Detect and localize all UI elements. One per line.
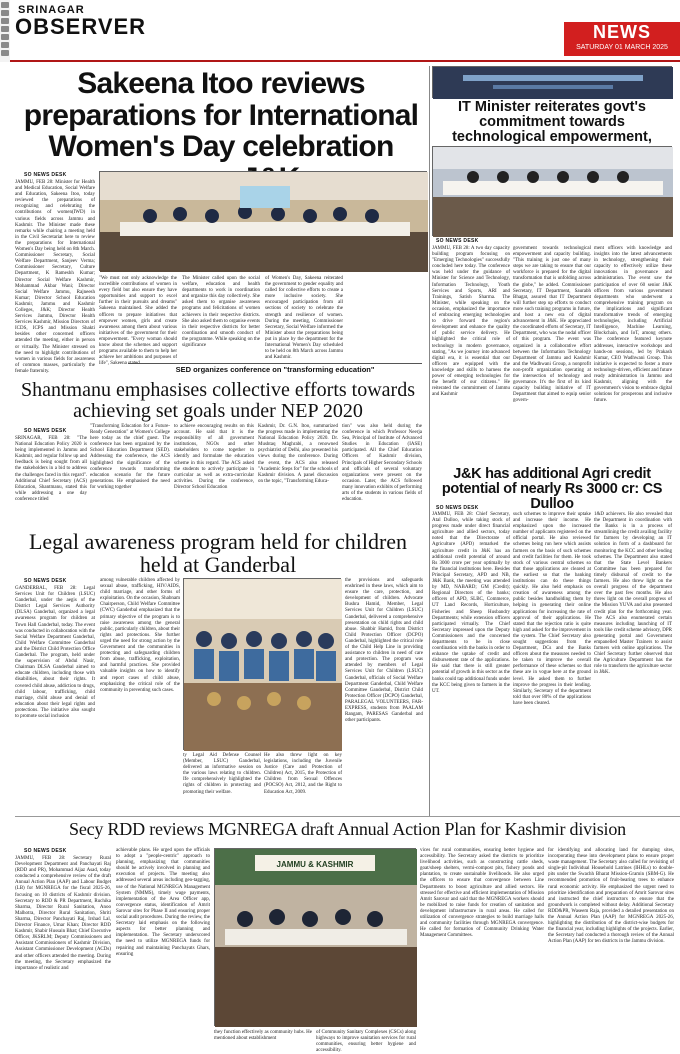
photo-legal-children: [183, 578, 341, 750]
article-legal-col5: the provisions and safeguards enshrined in these laws, which aim to ensure the care, protection, and development of children. Advocate Bushra Hamid, Member, Legal Services Unit for Children (LSUC) Ganderbal, delivered a comprehensive presentation on child rights and child abuse. Shabbir Hamid, from District Child Protection Officer (DCPO) Ganderbal, highlighted the critical role of the Child Help Line in providing assistance to children in need of care and protection. The program was attended by members of Legal Services Unit for Children (LSUC) Ganderbal, officials of Social Welfare Department Ganderbal, Child Welfare Committee Ganderbal, District Child Protection Officer (DCPO) Ganderbal, PARALEGAL VOLUNTEERS, FAR-EXPRESS, students from PAALAM Rangam, PARESAS Ganderbal and other participants.: [345, 578, 423, 724]
column-divider: [429, 66, 430, 816]
section-label: NEWS: [593, 22, 651, 42]
article-legal-col3: ty Legal Aid Defense Counsel (Member, LSUC) Ganderbal, delivered an informative session on the various laws relating to children. Ife comprehensively highlighted the rights of children in protecting and promoting their welfare.: [183, 753, 261, 795]
headline-jk-agri: J&K has additional Agri credit potential of nearly Rs 3000 cr: CS Dulloo: [441, 466, 663, 513]
it-banner-image: [433, 67, 673, 99]
byline-it: SO NEWS DESK: [436, 238, 479, 244]
article-shant-col2: "Transforming Education for a Future-Ready Generation" at Women's College here today as the chief guest. The conference has been organized by the School Education Department (SED). Addressing the conference, the ACS highlighted the significance of the conference towards transforming education scenario for the future generations. He emphasised the need for working together: [90, 424, 170, 490]
article-secy-col5: vices for rural communities, ensuring better hygiene and accessibility. The Secretary asked the districts to prioritize livelihood activities, such as constructing cattle sheds, goat/sheep shelters, vermi-compost pits, fishery ponds and plantation, to create sustainable livelihoods. He also urged the officers to ensure that convergence between Line Departments to boost agriculture and allied sectors. He stressed for effective and efficient implementation of Mission Amrit Sarovar and said that the MGNREGA workers should be mobilized to raise funds for creation of sanitation and development infrastructure in rural areas. He called for utilization of convergence strategies to build marriage halls and community facilities through MGNREGA convergence. He called for formation of Community Drinking Water Management Committees.: [420, 848, 544, 939]
meeting-photo-image: [100, 172, 428, 272]
byline-jk: SO NEWS DESK: [436, 505, 479, 511]
print-icon[interactable]: [1, 18, 9, 24]
issue-date: SATURDAY 01 MARCH 2025: [576, 44, 668, 51]
photo-itoo-meeting: [99, 171, 427, 271]
sidebar-toolbar: [0, 0, 10, 62]
children-photo-image: [184, 579, 342, 751]
banner-text: JAMMU & KASHMIR: [276, 860, 354, 869]
article-it-col2: government towards technological empowerment and capacity building. "This training is just one of many steps we are taking to ensure that our workforce is prepared for the digital transformation that is unfolding across the globe," he added. Commissioner Secretary, IT Department, Saurabh Bhagat, assured that IT Department will further step up efforts to conduct more such training programs in future, and host a new era of digital advancement in J&K. He appreciated the coordinated efforts of Secretary, IT Department, who was the nodal officer of this program. The event was organized in a collaborative effort between the Information Technology Department of Jammu and Kashmir and the Wadhwani Group, a nonprofit non-profit organization operating at the intersection of technology and governance. It's the first of its kind capacity building initiative of IT Department that aimed to equip senior govern-: [513, 246, 591, 404]
headline-legal: Legal awareness program held for children held at Ganderbal: [28, 529, 408, 578]
article-legal-col1: GANDERBAL, FEB 28: Legal Services Unit for Children (LSUC) Ganderbal, under the aegis of the District Legal Services Authority (DLSA) Ganderbal, organized a legal awareness program for children at Town Hall Ganderbal, today. The event was conducted in collaboration with the Social Welfare Department Ganderbal, Child Welfare Committee Ganderbal and the District Child Protection Office Ganderbal. The program, held under the supervision of Abdul Nasir, Chairman DLSA Ganderbal aimed to educate children, including those with disabilities, about their rights. It covered child abuse, addiction to drugs, child labour, trafficking, child marriage, child abuse and denial of education about their legal rights and protections. The initiative also sought to promote social inclusion: [15, 586, 95, 719]
article-itoo-col3: The Minister called upon the social welfare, education and health departments to work in coordination and organize this day collectively. She asked them to organise awareness programs and felicitations of women achievers in their respective districts. She also asked them to organise events in their respective districts for better coordination and smooth conduct of the programme. While speaking on the significance: [182, 276, 260, 349]
bookmark-icon[interactable]: [1, 2, 9, 8]
article-jk-col3: 1&D achievers. He also revealed that the Department in coordination with the Banks is in a process of streamlining the credit availing facility for farmers by developing an IT solution in form of a dashboard for monitoring the KCC and other lending schemes. The Department also stated that the State Level Bankers Committee has been prepared for timely disbursal of credit to the farmers. He also threw light on the overall progress of the department over the past few months. He also threw light on the overall progress of the Mission YUVA and also presented credit plan for the forthcoming year. The ACS also enumerated certain measures including launching of IT tools like credit scheme advisory, DPR generating portal and Government empanelled Master Trainers to assist farmers with online applications. The Chief Secretary further observed that the Agriculture Department has the role to transform the agriculture sector in J&K.: [594, 512, 672, 676]
zoom-icon[interactable]: [1, 42, 9, 48]
download-icon[interactable]: [1, 26, 9, 32]
byline-secy: SO NEWS DESK: [24, 848, 67, 854]
article-shant-col4: Kashmir, Dr. G.N. Itoo, summarized the progress made in implementing the National Education Policy 2020. Dr. Mushtaq Maghrabi, a renowned psychiatrist of Delhi, also presented his views during the conference. During the event, the ACS also released "Academic Steps for" for the schools of Kashmir division. A panel discussion on the topic, "Transforming Educa-: [258, 424, 338, 484]
brand-logo: OBSERVER: [15, 14, 147, 39]
article-jk-col1: JAMMU, FEB 28: Chief Secretary, Atal Dulloo, while taking stock of progress made under direct financial agriculture and allied sectors, today noted that the Directorate of Agriculture (APD) remarked the agriculture credit in J&K has an additional credit potential of around Rs 3000 crore per year optimally by the financial institutions here. Besides Principal Secretary, APD and NB, J&K Bank, the meeting was attended by MD, NABARD; GM (Credit); Regional Directors of the banks; officers of APD, SLBC, Commerce, UT Land Records, Horticulture, Fisheries and Sheep Husbandry Departments; while extension officers participated virtually. The Chief Secretary impressed upon the Deputy Commissioners and the concerned departments to be in close coordination with the banks in order to enhance the uptake of credit and disbursement rate of the applications. He said that there is still greater potential of growth in this sector as the banks could tap additional funds under the KCC being given to farmers in the UT.: [432, 512, 510, 694]
section-badge: [564, 22, 680, 56]
article-itoo-col1: JAMMU, FEB 28: Minister for Health and Medical Education, Social Welfare and Education, Sakeena Itoo, today reviewed the preparations of recognizing and celebrating the contributions of women(IWD) in various fields across Jammu and Kashmir. The Minister made these remarks while chairing a meeting held in the Civil Secretariat here to review the preparations for International Women's Day being held on 8th March. Commissioner Secretary, Social Welfare Department, Sanjeev Verma; Commissioner Secretary, Culture Department, K Rameshh Kumar; Director Social Welfare Kashmir, Mohammad Akbar Wani; Director Social Welfare Jammu, Rajneesh Kumar; Director School Education Kashmir, Jammu and Kashmir Colleges, J&K; Director Health Services Jammu, Director Health Services Kashmir, Mission Directors of ICDS, ICPS and Mission Shakti besides other concerned officers attended the meeting, either in person or virtually. The Minister stressed on the need to highlight contributions of women in various fields for awareness of common masses, particularly the female fraternity.: [15, 180, 95, 374]
article-itoo-col4: of Women's Day, Sakeena reiterated the government to gender equality and called for collective efforts to create a more inclusive society. She encouraged participation from all sections of society to celebrate the strength and resilience of women. During the meeting, Commissioner Secretary, Social Welfare informed the Minister about the preparations being put in place by the department for the International Women's Day scheduled to be held on 8th March across Jammu and Kashmir.: [265, 276, 343, 361]
article-itoo-col2: "We must not only acknowledge the incredible contributions of women in every field but also ensure they have opportunities and support to excel further in their pursuits and dreams" Sakeena maintained. She added the officers to prepare initiatives that empower women, girls and create awareness among them about various initiatives of the government for their empowerment. "Every woman should know about the schemes and support programs available to them to help her achieve her ambitions and purposes of life", Sakeena stated.: [99, 276, 177, 367]
article-secy-col3: they function effectively as community hubs. He mentioned about establishment: [214, 1030, 312, 1042]
headline-shantmanu: Shantmanu emphasises collective efforts towards achieving set goals under NEP 2020: [21, 379, 415, 422]
article-shant-col3: to achieve encouraging results on this account. He said that it is the responsibility of all government institutions, NGOs and other stakeholders to come together to identify and formulate the education scheme in this regard. The ACS asked the students to actively participate in curricular as well as extra-curricular activities. During the conference, Director School Education: [174, 424, 254, 490]
article-secy-col2: achievable plans. He urged upon the officials to adopt a "people-centric" approach to planning, emphasizing that communities should be actively involved in planning and execution of projects. The meeting also addressed several areas including geo-tagging, use of the National MGNREGA Management System (NMMS), timely wage payments, implementation of the Area Officer app, convergence status, identification of Amrit Sarovar sites for Phase II and ensuring proper social audit procedures. During the review, the Secretary laid emphasis on the following aspects for better planning and implementation. The Secretary underscored the need to utilize MGNREGA funds for repairing and maintaining Panchayats Ghars, ensuring: [116, 848, 210, 957]
photo-it-conference: [432, 146, 672, 236]
photo-secy-meeting: [214, 848, 416, 1026]
headline-itoo: Sakeena Itoo reviews preparations for International Women's Day celebration: [23, 67, 419, 163]
photo-it-banner: [432, 66, 672, 98]
brand-city: SRINAGAR: [18, 4, 85, 16]
headline-it: IT Minister reiterates govt's commitment towards technological empowerment,: [452, 99, 652, 146]
article-legal-col4: He also threw light on key legislations, including the Juvenile Justice (Care and Protection of Children) Act, 2015, the Protection of Children from Sexual Offences (POCSO) Act, 2012, and the Right to Education Act, 2009.: [264, 753, 342, 795]
masthead: [0, 0, 680, 62]
secy-photo-image: [215, 849, 417, 1027]
article-jk-col2: such schemes to improve their uptake and increase their income. He emphasized upon the increased number of applicants registered on the official portal. He also reviewed schemes being run here which assists farmers on the basis of such schemes and credit facilities for them. He took stock of various central schemes so that those applications are cleared at the earliest so that the banking institutions can do these things quickly. He also held emphasis on creation of awareness among the public besides handholding them by helping in generating their online applications for increasing the rate of approval of their applications. He stated that the rejection ratio is quite high and asked for the improvement in the system. The Chief Secretary also sought suggestions from the Department, DCs and the Banks officers about the measures needed to be taken to improve the overall performance of these schemes so that these are in vogue here at the ground level. He asked them to further improve the progress in their lending. Similarly, Secretary of the department told that over 80% of the applications have been cleared.: [513, 512, 591, 706]
conference-photo-image: [433, 147, 673, 237]
article-shant-col1: SRINAGAR, FEB 28: "The National Education Policy 2020 is being implemented in Jammu and Kashmir, and regular follow up and feedback is being sought from all the stakeholders in a bid to address the challenges faced in this regard". Additional Chief Secretary (ACS) Education, Shantmanu, stated this while addressing a one day conference titled: [15, 436, 87, 502]
article-it-col1: JAMMU, FEB 28: A two day capacity building program focusing on "Emerging Technologies" successfully concluded here today. The conference was held under the guidance of Minister for Science and Technology, Information Technology, Youth Services and Sports, ARI and Trainings, Satish Sharma. The Minister, while speaking on the occasion, emphasized the importance of embracing emerging technologies to drive forward the region's development and enhance the quality of public service delivery. He highlighted the critical role of technology in modern governance, stating, "As we journey into advanced digital era, it is essential that our officers are equipped with the knowledge and skills to harness the power of emerging technologies for the benefit of our citizens." He reiterated the commitment of Jammu and Kashmir: [432, 246, 510, 398]
byline-itoo: SO NEWS DESK: [24, 172, 67, 178]
article-secy-col1: JAMMU, FEB 28: Secretary Rural Development Department and Panchayati Raj (RDD and PR), Mohammad Aijaz Asad, today conducted a comprehensive review of the draft Annual Action Plan (AAP) and Labour Budget (LB) for MGNREGA for the fiscal 2025-26, focusing on 10 districts of Kashmir division. Secretary to RDD & PR Department, Ruchika Sharma, Director Rural Sanitation, Anoo Malhotra, Director Rural Sanitation, Shriti Sharma, Director Panchayati Raj, Irshad Lal, Director Finance, Umar Khan; Director RDD Kashmir, Shabir Hussain Bhat; Chief Executive Officer, JKSRLM; Deputy Commissioners and Assistant Commissioners of Kashmir Division, Assistant Commissioner Development (ACDs) and other officers attended the meeting. During the meeting, the Secretary emphasized the importance of realistic and: [15, 856, 111, 971]
kicker-sed: SED organizes conference on "transforming education": [128, 363, 422, 374]
article-it-col3: ment officers with knowledge and insights into the latest advancements in technology, strengthening their capacity to effectively utilize these innovations in governance and administration. The event saw the participation of over 60 senior J&K officers from various government departments who underwent a comprehensive training program on the implications and significant transformative trends of emerging technologies, including Artificial Intelligence, Machine Learning, Blockchain, and IoT, among others. The conference featured keynote addresses, interactive workshops and hands-on sessions, led by Prakash Kumar, CEO Wadhwani Group. This initiative is expected to foster a more technology-driven, efficient and future ready administration in Jammu and Kashmir, aligning with the government's vision to embrace digital solutions for prosperous and inclusive future.: [594, 246, 672, 404]
article-legal-col2: among vulnerable children affected by sexual abuse, trafficking, HIV/AIDS, child marriage, and other forms of exploitation. On the occasion, Shabnam Chairperson, Child Welfare Committee (CWC) Ganderbal emphasized that the primary objective of the program is to raise awareness among the general public, particularly children, about their rights and protections. She further urged the need for strong action by the Government and the communities in protecting and safeguarding children from abuse, trafficking, exploitation, and harmful practices. She provided valuable insights on how to identify and report cases of child abuse, emphasizing the critical role of the community in preventing such cases.: [100, 578, 180, 693]
section-divider: [15, 816, 680, 817]
share-icon[interactable]: [1, 34, 9, 40]
byline-legal: SO NEWS DESK: [24, 578, 67, 584]
article-shant-col5: tion" was also held during the conference in which Professor Neerja Sea, Principal of Institute of Advanced Studies in Education (IASE) participated. All the Chief Education Officers of Kashmir division, Principals of Higher Secondary Schools and officials of several voluntary organizations were present on the occasion. Later, the ACS followed many innovation exhibits of performing arts of the students in various fields of education.: [342, 424, 422, 503]
settings-icon[interactable]: [1, 50, 9, 56]
article-secy-col4: of Community Sanitary Complexes (CSCs) along highways to improve sanitation services for rural communities, ensuring better hygiene and accessibility.: [316, 1030, 416, 1054]
byline-shantmanu: SO NEWS DESK: [24, 428, 67, 434]
article-secy-col6: for identifying and allocating land for dumping sites, incorporating these into development plans to ensure proper waste management. The Secretary also called for revisiting of single-pit Individual Household Latrines (IHHLs) to double-pits under the Swachh Bharat Mission-Gramin (SBM-G). He recommended promotion of fruit-bearing trees to enhance rural economic activity. He emphasized the urgent need to prioritize identification and preparation of Amrit Sarovar sites and instructed the chief instructors to ensure that the groundwork is completed without delay. Additional Secretary RDD&PR, Waseem Raja, provided a detailed presentation on the Annual Action Plan (AAP) for MGNREGA 2025-26, highlighting the distribution of the district-wise budgets for the financial year, including highlights of the projects. Earlier, the Secretary had conducted a thorough review of the Annual Action Plan (AAP) for ten districts in the Jammu division.: [548, 848, 674, 945]
grid-icon[interactable]: [1, 10, 9, 16]
headline-secy-rdd: Secy RDD reviews MGNREGA draft Annual Action Plan for Kashmir division: [69, 819, 626, 839]
